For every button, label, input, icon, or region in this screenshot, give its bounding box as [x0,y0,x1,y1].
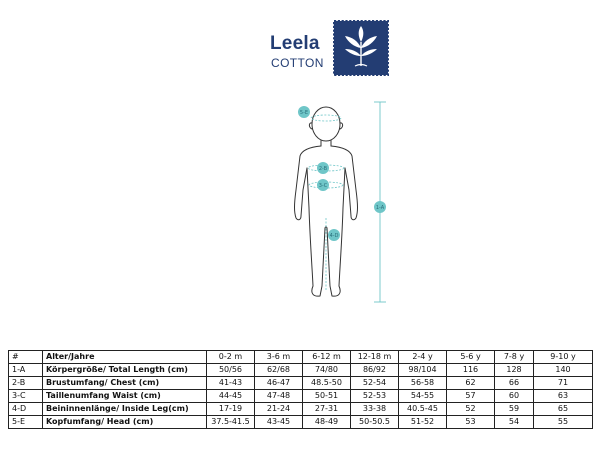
table-cell: 52 [447,403,495,416]
row-code: 2-B [9,377,43,390]
row-label: Körpergröße/ Total Length (cm) [43,364,207,377]
table-cell: 128 [495,364,534,377]
table-cell: 40.5-45 [399,403,447,416]
table-cell: 140 [534,364,593,377]
table-cell: 54-55 [399,390,447,403]
table-cell: 50-51 [303,390,351,403]
header-size: 2-4 y [399,351,447,364]
table-cell: 86/92 [351,364,399,377]
marker-4-d-label: 4-D [329,233,339,239]
row-code: 5-E [9,416,43,429]
table-cell: 46-47 [255,377,303,390]
table-cell: 63 [534,390,593,403]
table-cell: 57 [447,390,495,403]
table-cell: 60 [495,390,534,403]
table-cell: 33-38 [351,403,399,416]
row-label: Kopfumfang/ Head (cm) [43,416,207,429]
table-cell: 62/68 [255,364,303,377]
table-cell: 50-50.5 [351,416,399,429]
stamp-leaf-icon [333,20,389,76]
table-row [9,364,593,377]
marker-5-e [298,106,310,118]
marker-3-c-label: 3-C [318,183,328,189]
table-cell: 48-49 [303,416,351,429]
brand-subtitle: COTTON [271,56,324,70]
table-header-row [9,351,593,364]
table-cell: 74/80 [303,364,351,377]
row-label: Taillenumfang Waist (cm) [43,390,207,403]
table-cell: 62 [447,377,495,390]
header-size: 9-10 y [534,351,593,364]
header-code: # [9,351,43,364]
table-cell: 116 [447,364,495,377]
header-size: 12-18 m [351,351,399,364]
table-cell: 37.5-41.5 [207,416,255,429]
table-row [9,390,593,403]
header-size: 3-6 m [255,351,303,364]
table-cell: 98/104 [399,364,447,377]
header-size: 5-6 y [447,351,495,364]
table-cell: 17-19 [207,403,255,416]
marker-2-b-label: 2-B [318,166,328,172]
row-label: Beininnenlänge/ Inside Leg(cm) [43,403,207,416]
marker-4-d [328,229,340,241]
table-cell: 54 [495,416,534,429]
table-cell: 55 [534,416,593,429]
row-label: Brustumfang/ Chest (cm) [43,377,207,390]
table-row [9,403,593,416]
marker-1-a [374,201,386,213]
table-row [9,377,593,390]
size-table [8,350,593,429]
table-cell: 44-45 [207,390,255,403]
table-cell: 65 [534,403,593,416]
header-size: 7-8 y [495,351,534,364]
header-age: Alter/Jahre [43,351,207,364]
table-cell: 59 [495,403,534,416]
table-row [9,416,593,429]
table-cell: 53 [447,416,495,429]
marker-2-b [317,162,329,174]
table-cell: 50/56 [207,364,255,377]
row-code: 1-A [9,364,43,377]
header-size: 6-12 m [303,351,351,364]
marker-1-a-label: 1-A [375,205,385,211]
brand-name: Leela [270,33,320,54]
brand-logo [270,18,388,80]
marker-5-e-label: 5-E [299,110,309,116]
table-cell: 21-24 [255,403,303,416]
row-code: 4-D [9,403,43,416]
table-cell: 41-43 [207,377,255,390]
table-cell: 43-45 [255,416,303,429]
table-cell: 51-52 [399,416,447,429]
table-cell: 52-53 [351,390,399,403]
marker-3-c [317,179,329,191]
table-cell: 66 [495,377,534,390]
table-cell: 52-54 [351,377,399,390]
row-code: 3-C [9,390,43,403]
table-cell: 48.5-50 [303,377,351,390]
table-cell: 47-48 [255,390,303,403]
header-size: 0-2 m [207,351,255,364]
table-cell: 71 [534,377,593,390]
table-cell: 56-58 [399,377,447,390]
measurement-diagram [250,90,410,315]
table-cell: 27-31 [303,403,351,416]
